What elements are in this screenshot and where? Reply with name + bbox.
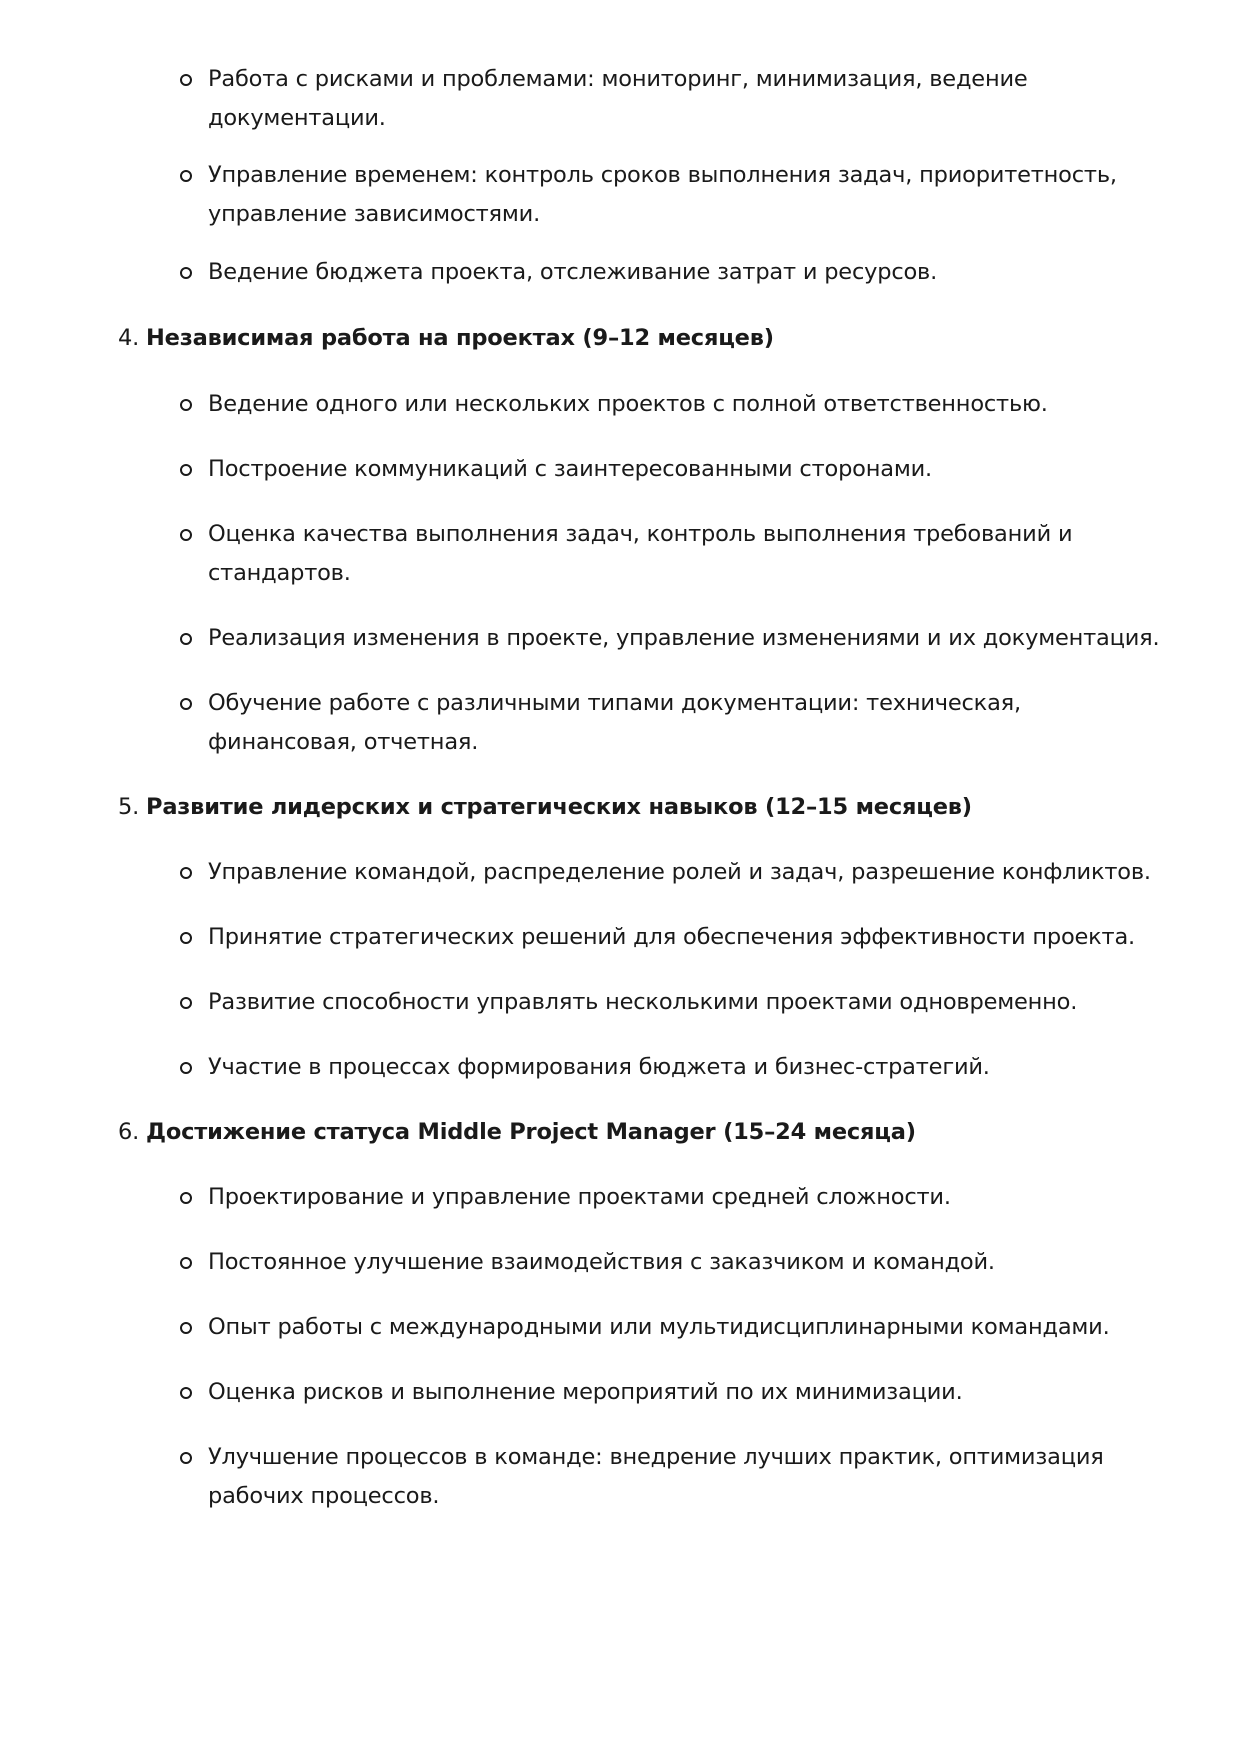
list-item (208, 983, 1168, 1022)
list-item-text: Оценка рисков и выполнение мероприятий по их минимизации. (208, 1379, 963, 1405)
circle-bullet-icon (180, 1192, 192, 1204)
list-item-text: Построение коммуникаций с заинтересованными сторонами. (208, 456, 932, 482)
list-item-text: Ведение одного или нескольких проектов с полной ответственностью. (208, 391, 1048, 417)
circle-bullet-icon (180, 1452, 192, 1464)
list-item (208, 1048, 1168, 1087)
list-item-text: Принятие стратегических решений для обеспечения эффективности проекта. (208, 924, 1135, 950)
section-heading (118, 1113, 916, 1152)
list-item (208, 60, 1168, 138)
list-item (208, 515, 1168, 593)
section-number: 5. (118, 794, 140, 820)
circle-bullet-icon (180, 267, 192, 279)
list-item-text: Управление командой, распределение ролей и задач, разрешение конфликтов. (208, 859, 1151, 885)
list-item (208, 253, 1168, 292)
section-number: 4. (118, 325, 140, 351)
list-item (208, 1178, 1168, 1217)
list-item (208, 1243, 1168, 1282)
circle-bullet-icon (180, 1062, 192, 1074)
list-item-text: Улучшение процессов в команде: внедрение лучших практик, оптимизация рабочих процессов. (208, 1444, 1104, 1509)
list-item-text: Ведение бюджета проекта, отслеживание затрат и ресурсов. (208, 259, 938, 285)
circle-bullet-icon (180, 932, 192, 944)
circle-bullet-icon (180, 399, 192, 411)
section-number: 6. (118, 1119, 140, 1145)
list-item-text: Обучение работе с различными типами документации: техническая, финансовая, отчетная. (208, 690, 1021, 755)
list-item-text: Управление временем: контроль сроков выполнения задач, приоритетность, управление зависимостями. (208, 162, 1117, 227)
list-item-text: Проектирование и управление проектами средней сложности. (208, 1184, 951, 1210)
list-item-text: Развитие способности управлять несколькими проектами одновременно. (208, 989, 1078, 1015)
section-heading (118, 319, 774, 358)
list-item (208, 1438, 1168, 1516)
list-item-text: Работа с рисками и проблемами: мониторинг, минимизация, ведение документации. (208, 66, 1028, 131)
list-item-text: Участие в процессах формирования бюджета и бизнес-стратегий. (208, 1054, 990, 1080)
list-item (208, 684, 1168, 762)
circle-bullet-icon (180, 867, 192, 879)
circle-bullet-icon (180, 997, 192, 1009)
list-item (208, 385, 1168, 424)
list-item-text: Опыт работы с международными или мультидисциплинарными командами. (208, 1314, 1110, 1340)
section-title: Развитие лидерских и стратегических навыков (12–15 месяцев) (146, 794, 972, 820)
list-item (208, 918, 1168, 957)
list-item (208, 156, 1168, 234)
list-item (208, 1308, 1168, 1347)
circle-bullet-icon (180, 170, 192, 182)
list-item (208, 450, 1168, 489)
circle-bullet-icon (180, 698, 192, 710)
circle-bullet-icon (180, 1257, 192, 1269)
list-item-text: Реализация изменения в проекте, управление изменениями и их документация. (208, 625, 1160, 651)
section-heading (118, 788, 972, 827)
circle-bullet-icon (180, 464, 192, 476)
list-item-text: Постоянное улучшение взаимодействия с заказчиком и командой. (208, 1249, 995, 1275)
list-item (208, 1373, 1168, 1412)
section-title: Независимая работа на проектах (9–12 месяцев) (146, 325, 774, 351)
circle-bullet-icon (180, 1387, 192, 1399)
list-item-text: Оценка качества выполнения задач, контроль выполнения требований и стандартов. (208, 521, 1073, 586)
circle-bullet-icon (180, 633, 192, 645)
list-item (208, 619, 1168, 658)
section-title: Достижение статуса Middle Project Manager (15–24 месяца) (146, 1119, 916, 1145)
circle-bullet-icon (180, 529, 192, 541)
circle-bullet-icon (180, 74, 192, 86)
circle-bullet-icon (180, 1322, 192, 1334)
list-item (208, 853, 1168, 892)
